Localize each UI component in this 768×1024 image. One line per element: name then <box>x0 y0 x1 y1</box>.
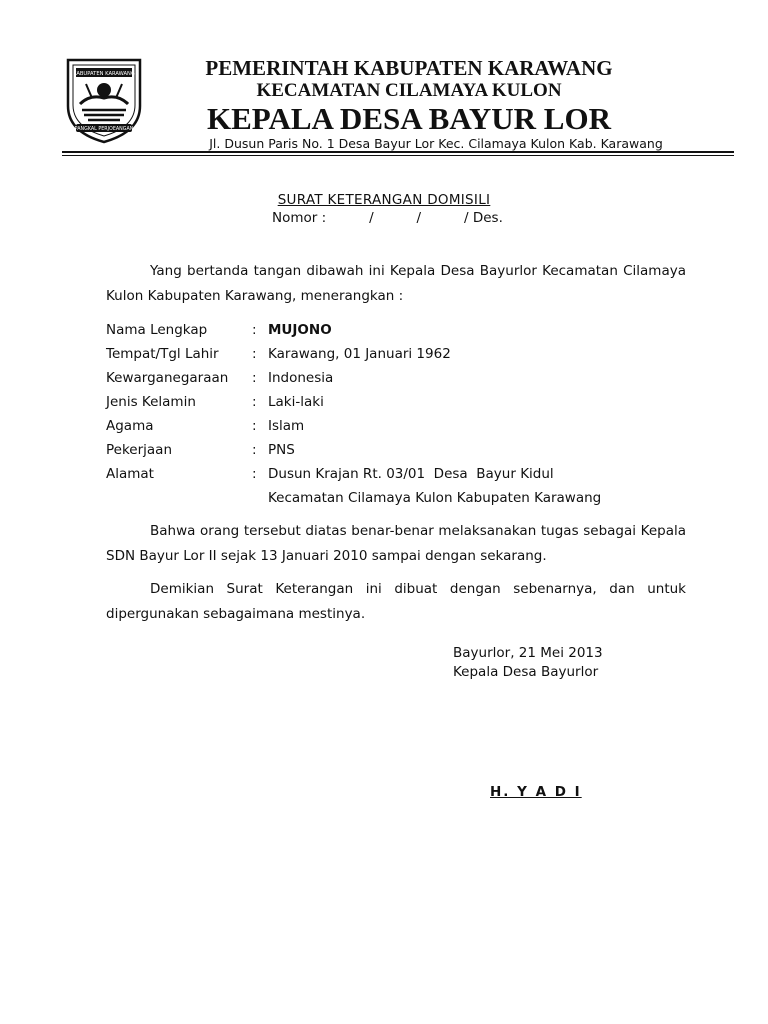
field-value-line2: Kecamatan Cilamaya Kulon Kabupaten Karawang <box>268 490 602 506</box>
field-label: Agama <box>106 418 154 434</box>
letterhead-divider-thick <box>62 151 734 153</box>
government-heading: PEMERINTAH KABUPATEN KARAWANG <box>205 56 613 80</box>
district-heading: KECAMATAN CILAMAYA KULON <box>256 80 562 101</box>
intro-paragraph <box>106 259 686 309</box>
logo-bottom-text: PANGKAL PERJOEANGAN <box>74 127 134 132</box>
field-value: Karawang, 01 Januari 1962 <box>268 346 451 362</box>
intro-text: Yang bertanda tangan dibawah ini Kepala Desa Bayurlor Kecamatan Cilamaya Kulon Kabupaten Karawang, menerangkan : <box>106 263 686 304</box>
letterhead-divider-thin <box>62 155 734 156</box>
field-colon: : <box>252 442 257 458</box>
identity-fields <box>106 318 706 510</box>
signer-position: Kepala Desa Bayurlor <box>453 664 599 680</box>
closing-text: Demikian Surat Keterangan ini dibuat dengan sebenarnya, dan untuk dipergunakan sebagaimana mestinya. <box>106 581 686 622</box>
field-colon: : <box>252 346 257 362</box>
field-label: Nama Lengkap <box>106 322 208 338</box>
field-label: Kewarganegaraan <box>106 370 229 386</box>
field-row-religion <box>106 414 706 438</box>
field-value: PNS <box>268 442 295 458</box>
letterhead <box>0 0 768 160</box>
logo-top-text: KABUPATEN KARAWANG <box>73 71 135 77</box>
office-address: Jl. Dusun Paris No. 1 Desa Bayur Lor Kec. Cilamaya Kulon Kab. Karawang <box>209 136 663 151</box>
letter-title: SURAT KETERANGAN DOMISILI <box>277 192 491 208</box>
field-value: Laki-laki <box>268 394 324 410</box>
field-label: Tempat/Tgl Lahir <box>106 346 219 362</box>
field-label: Jenis Kelamin <box>106 394 196 410</box>
field-colon: : <box>252 418 257 434</box>
field-value: Islam <box>268 418 305 434</box>
statement-paragraph <box>106 519 686 569</box>
field-row-occupation <box>106 438 706 462</box>
field-row-address <box>106 462 706 486</box>
field-row-gender <box>106 390 706 414</box>
field-colon: : <box>252 370 257 386</box>
field-label: Alamat <box>106 466 154 482</box>
place-date: Bayurlor, 21 Mei 2013 <box>453 645 603 661</box>
field-row-name <box>106 318 706 342</box>
field-row-birth <box>106 342 706 366</box>
letter-number: Nomor : / / / Des. <box>272 210 503 226</box>
field-value: Indonesia <box>268 370 334 386</box>
village-head-heading: KEPALA DESA BAYUR LOR <box>207 101 611 136</box>
statement-text: Bahwa orang tersebut diatas benar-benar melaksanakan tugas sebagai Kepala SDN Bayur Lor II sejak 13 Januari 2010 sampai dengan sekarang. <box>106 523 686 564</box>
field-value: MUJONO <box>268 322 332 338</box>
field-row-citizenship <box>106 366 706 390</box>
field-value: Dusun Krajan Rt. 03/01 Desa Bayur Kidul <box>268 466 554 482</box>
field-colon: : <box>252 394 257 410</box>
field-colon: : <box>252 322 257 338</box>
signer-name: H. Y A D I <box>490 784 582 800</box>
field-colon: : <box>252 466 257 482</box>
field-row-address-continued <box>106 486 706 510</box>
field-label: Pekerjaan <box>106 442 173 458</box>
closing-paragraph <box>106 577 686 627</box>
